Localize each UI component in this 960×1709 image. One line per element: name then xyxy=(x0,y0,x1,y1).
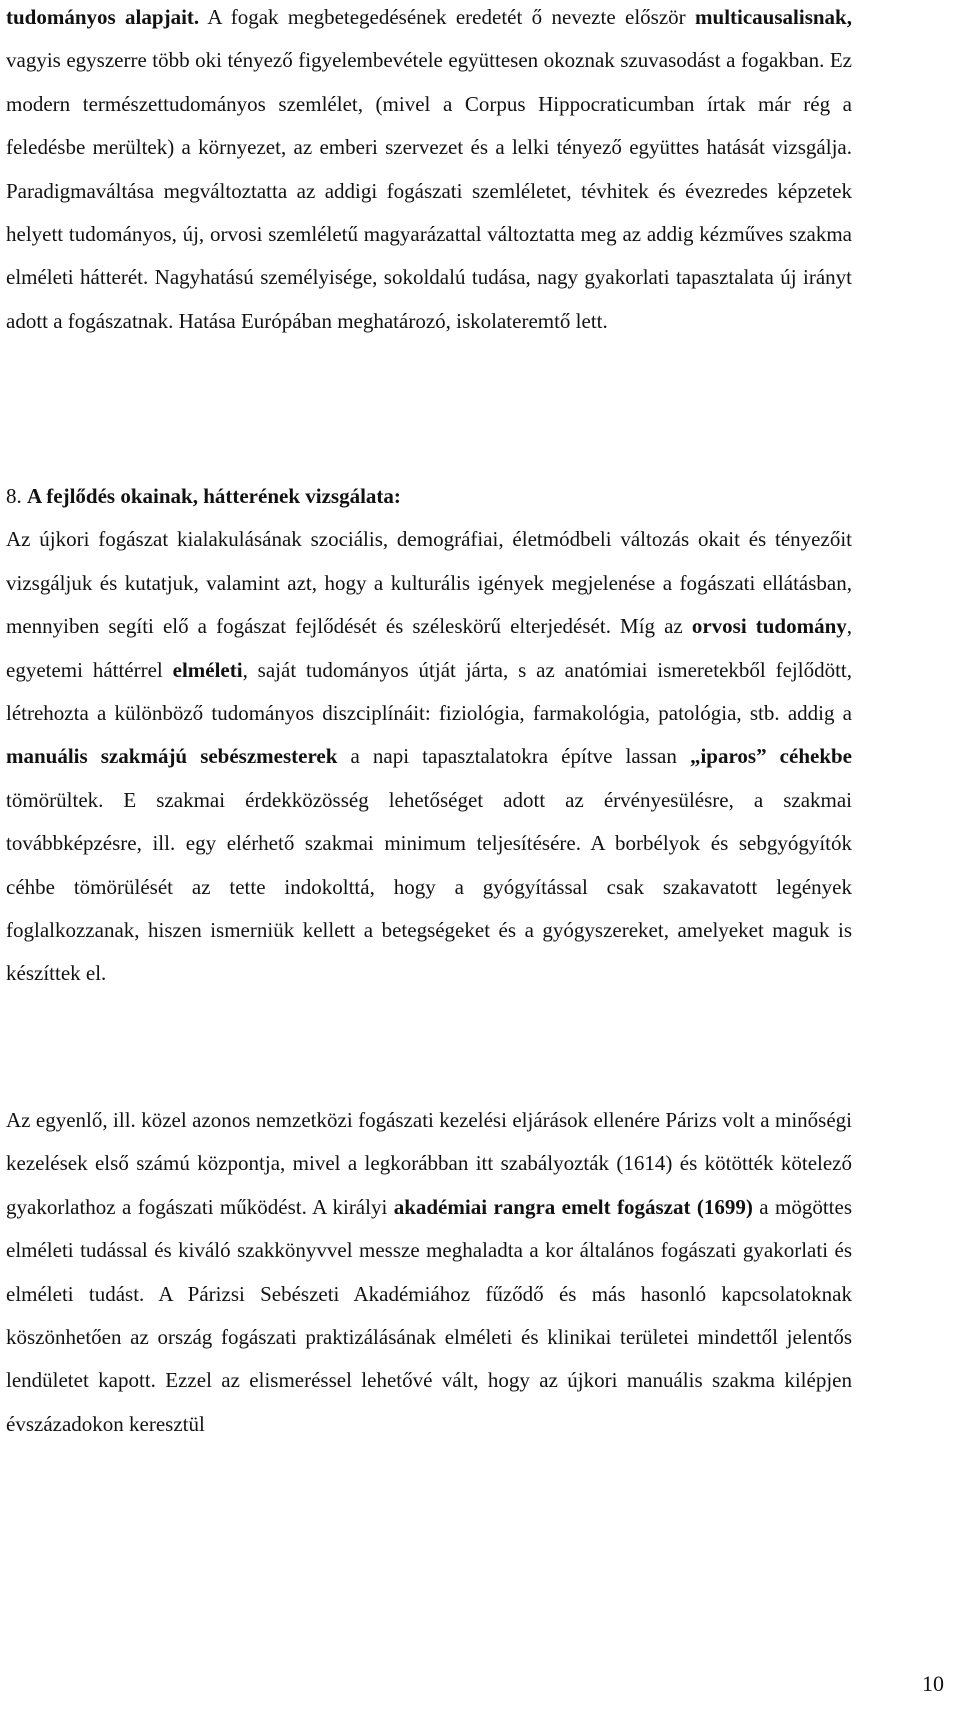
bold-phrase: elméleti xyxy=(172,657,243,682)
paragraph-1-text xyxy=(6,0,852,343)
bold-phrase: akadémiai rangra emelt fogászat (1699) xyxy=(393,1194,753,1219)
text-run: vagyis egyszerre több oki tényező figyelembevétele együttesen okoznak szuvasodást a fogakban. Ez modern természettudományos szemlélet, (mivel a Corpus Hippocraticumban írtak már rég a feledésbe merültek) a környezet, az emberi szervezet és a lelki tényező együttes hatását vizsgálja. Paradigmaváltása megváltoztatta az addigi fogászati szemléletet, tévhitek és évezredes képzetek helyett tudományos, új, orvosi szemléletű magyarázattal változtatta meg az addig kézműves szakma elméleti hátterét. Nagyhatású személyisége, sokoldalú tudása, nagy gyakorlati tapasztalata új irányt adott a fogászatnak. Hatása Európában meghatározó, iskolateremtő lett. xyxy=(6,48,852,333)
text-run: A fogak megbetegedésének eredetét ő nevezte először xyxy=(199,5,696,29)
section-number: 8. xyxy=(6,484,27,508)
bold-phrase: orvosi tudomány xyxy=(691,614,847,639)
text-run: a mögöttes elméleti tudással és kiváló szakkönyvvel messze meghaladta a kor általános fogászati gyakorlati és elméleti tudást. A Párizsi Sebészeti Akadémiához fűződő és más hasonló kapcsolatoknak köszönhetően az ország fogászati praktizálásának elméleti és klinikai területei mindettől jelentős lendületet kapott. Ezzel az elismeréssel lehetővé vált, hogy az újkori manuális szakma kilépjen évszázadokon keresztül xyxy=(6,1194,852,1436)
bold-phrase: multicausalisnak, xyxy=(695,5,852,29)
text-run: , saját tudományos útját járta, s az anatómiai ismeretekből fejlődött, létrehozta a különböző tudományos diszciplínáit: fiziológia, farmakológia, patológia, stb. addig a xyxy=(6,657,852,726)
section-8 xyxy=(6,475,852,996)
bold-phrase: manuális szakmájú sebészmesterek xyxy=(6,744,338,769)
page-number: 10 xyxy=(922,1671,944,1696)
bold-phrase: „iparos” céhekbe xyxy=(689,744,852,769)
section-title: A fejlődés okainak, hátterének vizsgálata: xyxy=(27,484,401,508)
text-run: tömörültek. E szakmai érdekközösség lehetőséget adott az érvényesülésre, a szakmai továbbképzésre, ill. egy elérhető szakmai minimum teljesítésére. A borbélyok és sebgyógyítók céhbe tömörülését az tette indokolttá, hogy a gyógyítással csak szakavatott legények foglalkozzanak, hiszen ismerniük kellett a betegségeket és a gyógyszereket, amelyeket maguk is készíttek el. xyxy=(6,787,852,986)
section-8-body xyxy=(6,518,852,995)
text-run: , egyetemi háttérrel xyxy=(6,614,853,682)
section-8-heading xyxy=(6,475,852,518)
paragraph-1 xyxy=(6,0,852,343)
paragraph-3-text xyxy=(6,1099,852,1446)
text-run: Az egyenlő, ill. közel azonos nemzetközi fogászati kezelési eljárások ellenére Párizs volt a minőségi kezelések első számú központja, mivel a legkorábban itt szabályozták (1614) és kötötték kötelező gyakorlathoz a fogászati működést. A királyi xyxy=(6,1108,852,1219)
paragraph-3 xyxy=(6,1099,852,1446)
bold-phrase: tudományos alapjait. xyxy=(6,5,200,29)
text-run: a napi tapasztalatokra építve lassan xyxy=(337,744,690,769)
text-run: Az újkori fogászat kialakulásának szociális, demográfiai, életmódbeli változás okait és tényezőit vizsgáljuk és kutatjuk, valamint azt, hogy a kulturális igények megjelenése a fogászati ellátásban, mennyiben segíti elő a fogászat fejlődését és széleskörű elterjedését. Míg az xyxy=(6,527,852,639)
